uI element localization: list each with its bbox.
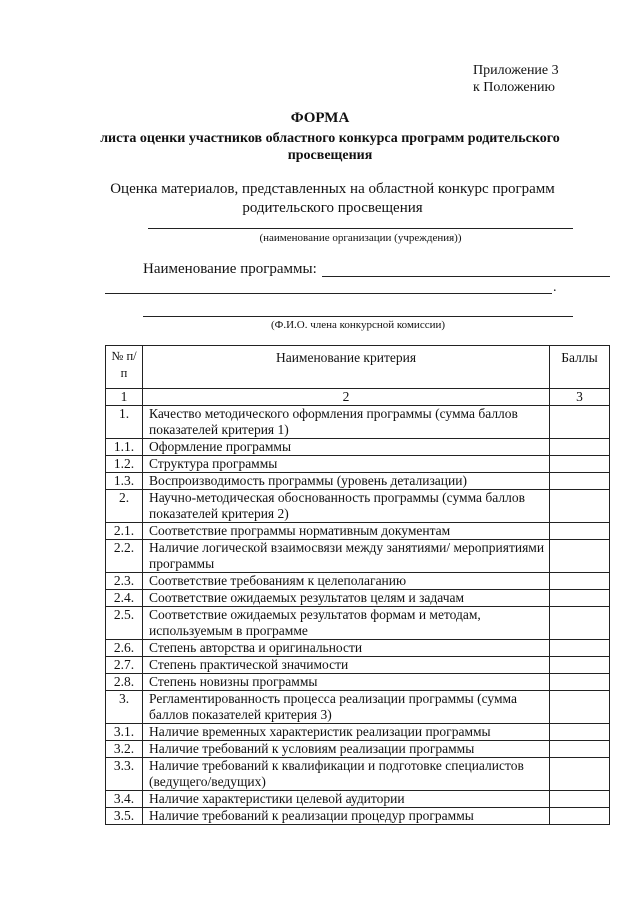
score-cell[interactable] — [550, 741, 610, 758]
criterion-number: 2.4. — [106, 590, 143, 607]
table-row — [106, 607, 610, 640]
col-number-2: 2 — [143, 389, 550, 406]
criterion-number: 2.7. — [106, 657, 143, 674]
table-row — [106, 791, 610, 808]
score-cell[interactable] — [550, 674, 610, 691]
program-label: Наименование программы: — [143, 261, 317, 277]
table-header-row — [106, 346, 610, 389]
column-number-row — [106, 389, 610, 406]
table-row — [106, 490, 610, 523]
table-row — [106, 724, 610, 741]
criterion-name: Соответствие требованиям к целеполаганию — [143, 573, 550, 590]
criterion-number: 1.2. — [106, 456, 143, 473]
appendix-note — [473, 62, 559, 96]
program-line-1 — [322, 276, 610, 277]
criterion-name: Соответствие программы нормативным документам — [143, 523, 550, 540]
table-row — [106, 523, 610, 540]
score-cell[interactable] — [550, 573, 610, 590]
organization-line — [148, 228, 573, 229]
member-line — [143, 316, 573, 317]
score-cell[interactable] — [550, 607, 610, 640]
table-row — [106, 741, 610, 758]
criterion-number: 1. — [106, 406, 143, 439]
appendix-line-2: к Положению — [473, 80, 556, 95]
table-row — [106, 758, 610, 791]
score-cell[interactable] — [550, 490, 610, 523]
criterion-number: 3. — [106, 691, 143, 724]
score-cell[interactable] — [550, 691, 610, 724]
criteria-body — [106, 406, 610, 825]
score-cell[interactable] — [550, 657, 610, 674]
score-cell[interactable] — [550, 439, 610, 456]
score-cell[interactable] — [550, 540, 610, 573]
table-row — [106, 540, 610, 573]
criterion-name: Наличие характеристики целевой аудитории — [143, 791, 550, 808]
organization-caption: (наименование организации (учреждения)) — [259, 232, 462, 244]
score-cell[interactable] — [550, 590, 610, 607]
table-row — [106, 406, 610, 439]
criterion-name: Наличие логической взаимосвязи между занятиями/ мероприятиями программы — [143, 540, 550, 573]
criterion-number: 1.1. — [106, 439, 143, 456]
table-row — [106, 657, 610, 674]
criterion-name: Регламентированность процесса реализации программы (сумма баллов показателей критерия 3) — [143, 691, 550, 724]
criterion-number: 3.5. — [106, 808, 143, 825]
criterion-number: 2.1. — [106, 523, 143, 540]
criterion-number: 3.2. — [106, 741, 143, 758]
criterion-name: Наличие требований к реализации процедур программы — [143, 808, 550, 825]
criterion-number: 2. — [106, 490, 143, 523]
header-num: № п/п — [106, 346, 143, 389]
table-row — [106, 473, 610, 490]
table-row — [106, 808, 610, 825]
table-row — [106, 590, 610, 607]
criterion-number: 1.3. — [106, 473, 143, 490]
score-cell[interactable] — [550, 523, 610, 540]
program-line-2 — [105, 293, 552, 294]
table-row — [106, 674, 610, 691]
criterion-number: 3.1. — [106, 724, 143, 741]
col-number-3: 3 — [550, 389, 610, 406]
criterion-name: Оформление программы — [143, 439, 550, 456]
criterion-name: Наличие требований к квалификации и подготовке специалистов (ведущего/ведущих) — [143, 758, 550, 791]
intro-text: Оценка материалов, представленных на областной конкурс программ родительского просвещения — [110, 181, 555, 216]
appendix-line-1: Приложение 3 — [473, 63, 559, 78]
criterion-name: Структура программы — [143, 456, 550, 473]
criterion-number: 2.6. — [106, 640, 143, 657]
criterion-name: Воспроизводимость программы (уровень детализации) — [143, 473, 550, 490]
score-cell[interactable] — [550, 808, 610, 825]
criterion-name: Наличие временных характеристик реализации программы — [143, 724, 550, 741]
score-cell[interactable] — [550, 640, 610, 657]
criterion-number: 3.4. — [106, 791, 143, 808]
member-caption: (Ф.И.О. члена конкурсной комиссии) — [270, 319, 446, 331]
table-row — [106, 439, 610, 456]
col-number-1: 1 — [106, 389, 143, 406]
table-row — [106, 456, 610, 473]
form-title: ФОРМА — [290, 110, 350, 126]
table-row — [106, 640, 610, 657]
score-cell[interactable] — [550, 456, 610, 473]
criterion-number: 3.3. — [106, 758, 143, 791]
criterion-name: Наличие требований к условиям реализации программы — [143, 741, 550, 758]
score-cell[interactable] — [550, 406, 610, 439]
criterion-name: Научно-методическая обоснованность программы (сумма баллов показателей критерия 2) — [143, 490, 550, 523]
criterion-name: Степень практической значимости — [143, 657, 550, 674]
criterion-name: Соответствие ожидаемых результатов целям и задачам — [143, 590, 550, 607]
criteria-table — [105, 345, 610, 825]
criterion-number: 2.2. — [106, 540, 143, 573]
score-cell[interactable] — [550, 791, 610, 808]
criterion-name: Соответствие ожидаемых результатов формам и методам, используемым в программе — [143, 607, 550, 640]
criterion-name: Степень новизны программы — [143, 674, 550, 691]
criterion-number: 2.8. — [106, 674, 143, 691]
criterion-number: 2.3. — [106, 573, 143, 590]
program-end-dot: . — [553, 280, 557, 295]
criterion-name: Степень авторства и оригинальности — [143, 640, 550, 657]
score-cell[interactable] — [550, 724, 610, 741]
criterion-number: 2.5. — [106, 607, 143, 640]
table-row — [106, 691, 610, 724]
form-subtitle: листа оценки участников областного конкурса программ родительского просвещения — [100, 131, 560, 163]
score-cell[interactable] — [550, 758, 610, 791]
table-row — [106, 573, 610, 590]
score-cell[interactable] — [550, 473, 610, 490]
header-score: Баллы — [550, 346, 610, 389]
header-name: Наименование критерия — [143, 346, 550, 389]
criterion-name: Качество методического оформления программы (сумма баллов показателей критерия 1) — [143, 406, 550, 439]
